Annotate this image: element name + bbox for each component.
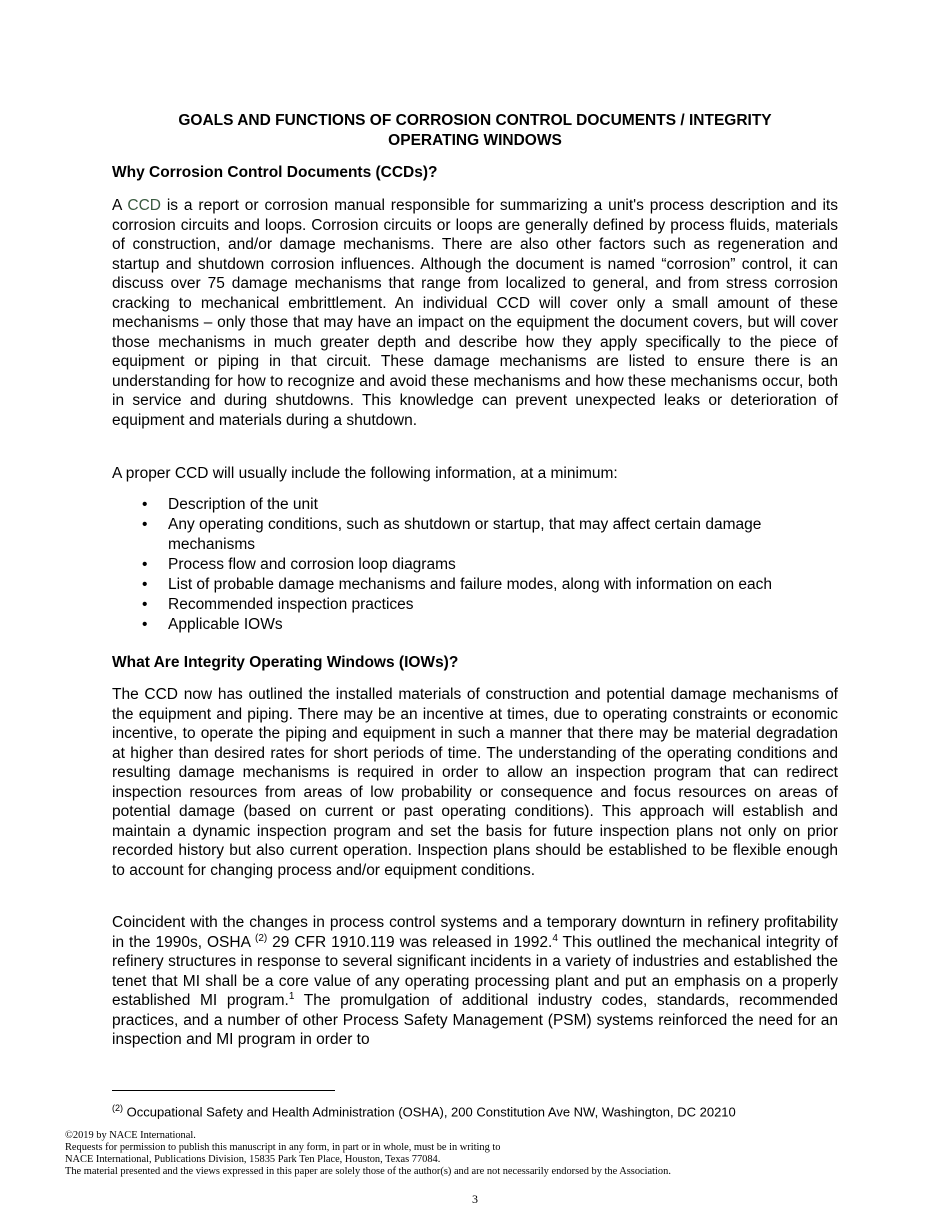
list-item: [112, 555, 838, 575]
list-item-text: Description of the unit: [168, 496, 318, 513]
citation-ref: 1: [288, 990, 295, 1002]
paragraph-lead: A: [112, 197, 128, 214]
list-item: [112, 615, 838, 635]
paragraph-text: 29 CFR 1910.119 was released in 1992.: [267, 933, 553, 951]
list-item-text: Applicable IOWs: [168, 616, 283, 633]
bullet-icon: •: [142, 576, 148, 593]
list-item-text: Process flow and corrosion loop diagrams: [168, 556, 456, 573]
list-item: [112, 495, 838, 515]
copyright-notice: [65, 1130, 905, 1178]
paragraph-text: The promulgation of additional industry codes, standards, recommended practices, and a number of other Process Safety Management (PSM) systems reinforced the need for an inspection and MI program in order to: [112, 992, 838, 1048]
list-item: [112, 575, 838, 595]
footnote-ref: (2): [255, 932, 268, 944]
page-title-line-2: OPERATING WINDOWS: [388, 132, 562, 149]
bullet-icon: •: [142, 616, 148, 633]
list-item-text: Any operating conditions, such as shutdown or startup, that may affect certain damage mechanisms: [168, 516, 762, 553]
footnote-marker: (2): [112, 1103, 123, 1113]
list-item: [112, 515, 838, 555]
paragraph-text: Coincident with the changes in process control systems and a temporary downturn in refinery profitability in the 1990s, OSHA: [112, 914, 838, 951]
bullet-icon: •: [142, 516, 148, 533]
page-number: 3: [472, 1192, 478, 1206]
list-item-text: List of probable damage mechanisms and failure modes, along with information on each: [168, 576, 772, 593]
paragraph-body: is a report or corrosion manual responsible for summarizing a unit's process description and its corrosion circuits and loops. Corrosion circuits or loops are generally defined by process fluids, materials of construction, and/or damage mechanisms. There are also other factors such as regeneration and startup and shutdown corrosion influences. Although the document is named “corrosion” control, it can discuss over 75 damage mechanisms that range from localized to general, and from stress corrosion cracking to mechanical embrittlement. An individual CCD will cover only a small amount of these mechanisms – only those that may have an impact on the equipment the document covers, but will cover those mechanisms in much greater depth and describe how they apply specifically to the piece of equipment or piping in that circuit. These damage mechanisms are listed to ensure there is an understanding for how to recognize and avoid these mechanisms and how these mechanisms occur, both in service and during shutdowns. This knowledge can prevent unexpected leaks or deterioration of equipment and materials during a shutdown.: [112, 197, 838, 429]
bullet-icon: •: [142, 496, 148, 513]
paragraph-osha-history: [112, 913, 838, 1050]
copyright-line: The material presented and the views expressed in this paper are solely those of the author(s) and are not necessarily endorsed by the Association.: [65, 1166, 671, 1177]
section-heading-iows: What Are Integrity Operating Windows (IOWs)?: [112, 654, 459, 671]
paragraph-text: This outlined the mechanical integrity of refinery structures in response to several significant incidents in a variety of industries and established the tenet that MI shall be a core value of any operating processing plant and put an emphasis on a properly established MI program.: [112, 933, 838, 1009]
footnote-divider: [112, 1090, 335, 1091]
page-title-line-1: GOALS AND FUNCTIONS OF CORROSION CONTROL DOCUMENTS / INTEGRITY: [178, 112, 772, 129]
paragraph-iow-description: The CCD now has outlined the installed materials of construction and potential damage mechanisms of the equipment and piping. There may be an incentive at times, due to operating constraints or economic incentive, to operate the piping and equipment in such a manner that there may be material degradation at higher than desired rates for short periods of time. The understanding of the operating conditions and resulting damage mechanisms is required in order to allow an inspection program that can redirect inspection resources from areas of low probability or consequence and focus resources on areas of potential damage (based on current or past operating conditions). This approach will establish and maintain a dynamic inspection program and set the basis for future inspection plans not only on prior recorded history but also current operation. Inspection plans should be established to be flexible enough to account for changing process and/or equipment conditions.: [112, 686, 838, 879]
paragraph-ccd-definition: [112, 196, 838, 430]
paragraph-ccd-minimum-info: A proper CCD will usually include the following information, at a minimum:: [112, 465, 618, 482]
ccd-info-list: [112, 495, 838, 635]
page-title: [112, 111, 838, 151]
footnote-text: Occupational Safety and Health Administration (OSHA), 200 Constitution Ave NW, Washington, DC 20210: [123, 1104, 736, 1120]
section-heading-ccds: Why Corrosion Control Documents (CCDs)?: [112, 164, 438, 181]
bullet-icon: •: [142, 556, 148, 573]
list-item: [112, 595, 838, 615]
citation-ref: 4: [552, 932, 558, 944]
ccd-term: CCD: [127, 197, 161, 214]
copyright-line: ©2019 by NACE International.: [65, 1130, 196, 1141]
list-item-text: Recommended inspection practices: [168, 596, 414, 613]
bullet-icon: •: [142, 596, 148, 613]
footnote: [112, 1100, 872, 1120]
copyright-line: NACE International, Publications Division, 15835 Park Ten Place, Houston, Texas 77084.: [65, 1154, 441, 1165]
copyright-line: Requests for permission to publish this manuscript in any form, in part or in whole, must be in writing to: [65, 1142, 501, 1153]
